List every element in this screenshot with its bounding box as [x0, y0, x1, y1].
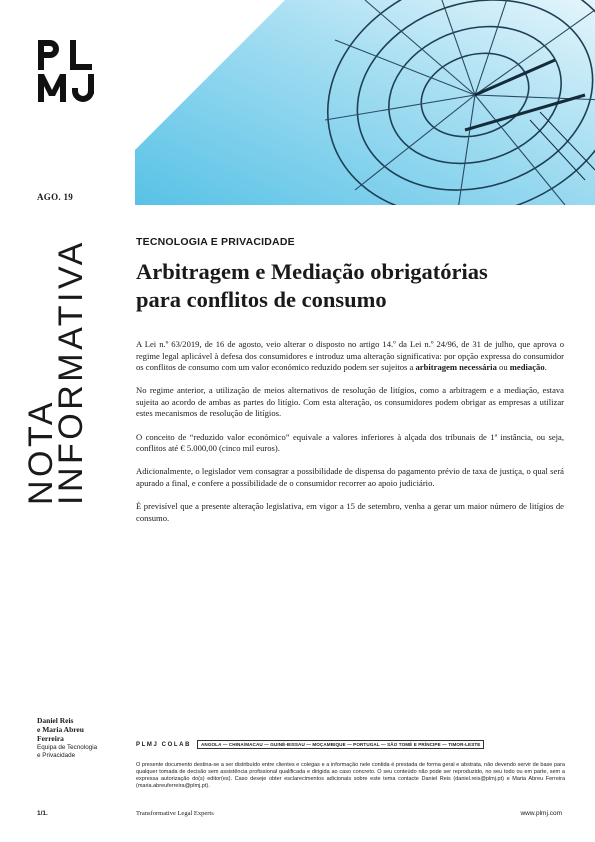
title-line-2: para conflitos de consumo: [136, 287, 387, 312]
article-body: [136, 339, 564, 536]
legal-disclaimer: O presente documento destina-se a ser distribuído entre clientes e colegas e a informação nele contida é prestada de forma geral e abstrata, não devendo servir de base para qualquer tomada de decisão sem assistência profissional qualificada e dirigida ao caso concreto. O seu conteúdo não pode ser reproduzido, no seu todo ou em parte, sem a expressa autorização do(s) editor(es). Caso deseje obter esclarecimentos adicionais sobre este tema contacte Daniel Reis (daniel.reis@plmj.pt) e Maria Abreu Ferreira (maria.abreuferreira@plmj.pt).: [136, 762, 565, 789]
colab-label: PLMJ COLAB: [136, 741, 191, 748]
document-type-vertical: [22, 225, 90, 505]
category-label: TECNOLOGIA E PRIVACIDADE: [136, 236, 295, 248]
plmj-logo: [36, 38, 106, 104]
plmj-colab-bar: [136, 740, 484, 749]
bold-term-arbitragem: arbitragem necessária: [415, 362, 497, 373]
issue-date: AGO. 19: [37, 192, 74, 202]
paragraph-1: A Lei n.º 63/2019, de 16 de agosto, veio alterar o disposto no artigo 14.º da Lei n.º 24/96, de 31 de julho, que aprova o regime legal aplicável à defesa dos consumidores e introduz uma alteração significativa: por opção expressa do consumidor os conflitos de consumo com um valor económico reduzido podem ser sujeitos a arbitragem necessária ou mediação.: [136, 339, 564, 373]
footer-website-link[interactable]: www.plmj.com: [520, 810, 562, 817]
title-line-1: Arbitragem e Mediação obrigatórias: [136, 259, 488, 284]
paragraph-4: Adicionalmente, o legislador vem consagrar a possibilidade de dispensa do pagamento prévio de taxa de justiça, o qual será apurado a final, e confere a possibilidade de o consumidor recorrer ao apoio judiciário.: [136, 466, 564, 488]
authors-block: [37, 716, 122, 759]
bold-term-mediacao: mediação: [509, 362, 545, 373]
paragraph-5: É previsível que a presente alteração legislativa, em vigor a 15 de setembro, venha a gerar um maior número de litígios de consumo.: [136, 500, 564, 523]
paragraph-3: O conceito de “reduzido valor económico” equivale a valores inferiores à alçada dos tribunais de 1ª instância, ou seja, conflitos até € 5.000,00 (cinco mil euros).: [136, 431, 564, 454]
vertical-title-line-2: INFORMATIVA: [52, 239, 90, 505]
paragraph-2: No regime anterior, a utilização de meios alternativos de resolução de litígios, como a arbitragem e a mediação, estava sujeita ao acordo de ambas as partes do litígio. Com esta alteração, os consumidores podem obrigar as empresas a utilizar estes mecanismos de resolução de litígios.: [136, 385, 564, 419]
colab-countries: ANGOLA — CHINA/MACAU — GUINÉ-BISSAU — MOÇAMBIQUE — PORTUGAL — SÃO TOMÉ E PRÍNCIPE — TIMOR-LESTE: [197, 740, 484, 749]
footer-tagline: Transformative Legal Experts: [136, 810, 214, 817]
page-number: 1/1.: [37, 810, 48, 817]
vertical-title-line-1: NOTA: [22, 399, 60, 505]
page-title: [136, 258, 566, 314]
author-team: Equipa de Tecnologia e Privacidade: [37, 744, 98, 759]
author-names: Daniel Reis e Maria Abreu Ferreira: [37, 716, 84, 743]
hero-image: [135, 0, 595, 205]
